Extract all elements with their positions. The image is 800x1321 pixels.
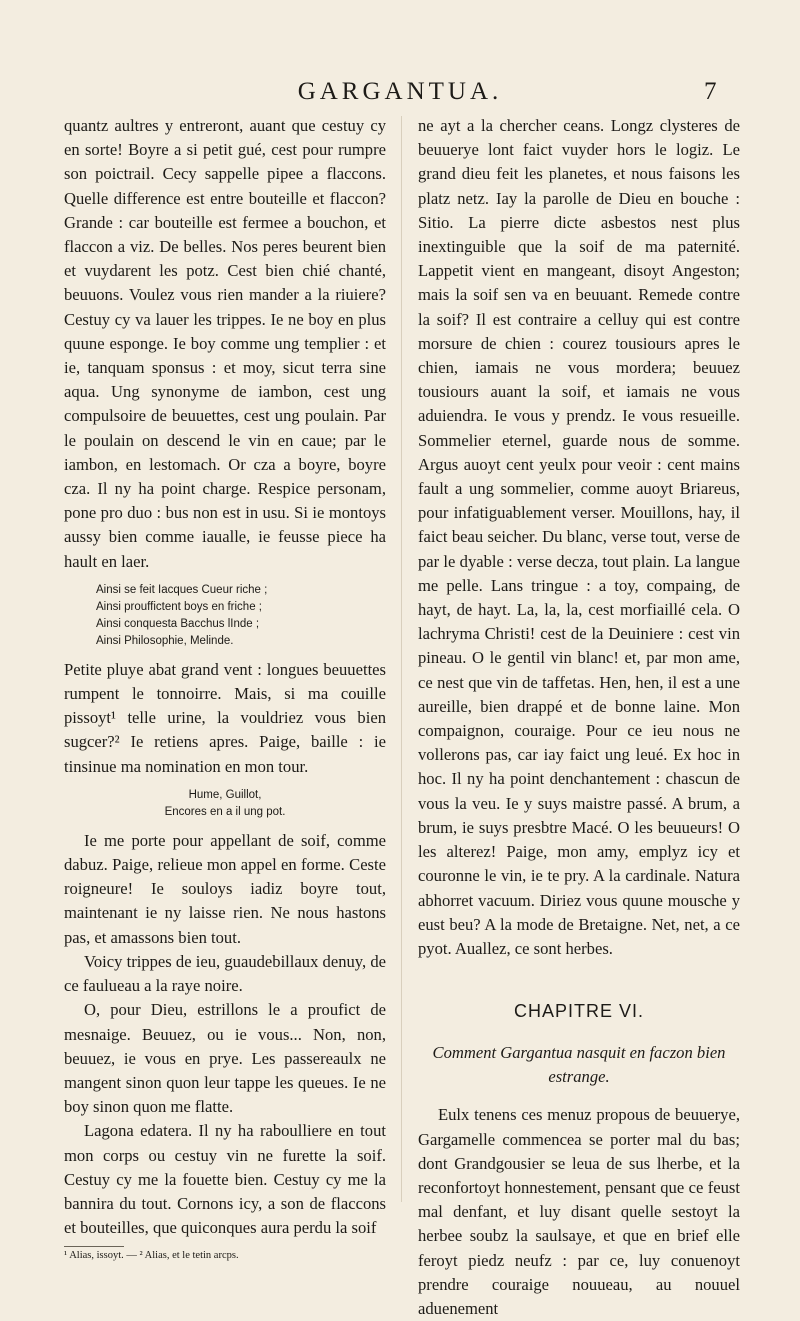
paragraph: ne ayt a la chercher ceans. Longz clysteres de beuuerye lont faict vuyder hors le logiz. Le grand dieu feit les planetes, et nous faisons les platz netz. Iay la parolle de Dieu en bouche : Sitio. La pierre dicte asbestos nest plus inextinguible que la soif de ma paternité. Lappetit vient en mangeant, disoyt Angeston; mais la soif sen va en beuuant. Remede contre la soif? Il est contraire a celluy qui est contre morsure de chien : courez tousiours apres le chien, iamais ne vous mordera; beuuez tousiours auant la soif, et iamais ne vous aduiendra. Ie vous y prendz. Ie vous resueille. Sommelier eternel, guarde nous de somme. Argus auoyt cent yeulx pour veoir : cent mains fault a ung sommelier, comme auoyt Briareus, pour infatiguablement verser. Mouillons, hay, il faict beau seicher. Du blanc, verse tout, verse de par le dyable : verse decza, tout plain. La langue me pelle. Lans tringue : a toy, compaing, de hayt, de hayt. La, la, la, cest morfiaillé cela. O lachryma Christi! cest de la Deuiniere : cest vin pineau. O le gentil vin blanc! et, par mon ame, ce nest que vin de taffetas. Hen, hen, il est a une aureille, bien drappé et de bonne laine. Mon compaignon, couraige. Pour ce ieu nous ne vollerons pas, car iay faict ung leué. Ex hoc in hoc. Il ny ha point denchantement : chascun de vous la veu. Ie y suys maistre passé. A brum, a brum, ie suys presbtre Macé. O les beuueurs! O les alterez! Paige, mon amy, emplyz icy et couronne le vin, ie te pry. A la cardinale. Natura abhorret vacuum. Diriez vous quune mousche y eust beu? A la mode de Bretaigne. Net, net, a ce pyot. Auallez, ce sont herbes. (418, 116, 740, 958)
refrain-block (64, 787, 386, 821)
footnote: ¹ Alias, issoyt. — ² Alias, et le tetin arcps. (64, 1250, 239, 1262)
left-column (64, 114, 386, 1263)
verse-line: Ainsi conquesta Bacchus lInde ; (96, 617, 260, 630)
paragraph: Ie me porte pour appellant de soif, comme dabuz. Paige, relieue mon appel en forme. Ceste roigneure! Ie souloys iadiz boyre tout, maintenant ie ny laisse rien. Ne nous hastons pas, et amassons bien tout. (64, 830, 386, 947)
footnote-rule (64, 1246, 124, 1247)
verse-line: Ainsi se feit Iacques Cueur riche ; (96, 583, 268, 596)
paragraph: Petite pluye abat grand vent : longues beuuettes rumpent le tonnoirre. Mais, si ma couille pissoyt¹ telle urine, la vouldriez vous bien sugcer?² Ie retiens apres. Paige, baille : ie tinsinue ma nomination en mon tour. (64, 659, 386, 776)
verse-line: Ainsi Philosophie, Melinde. (96, 634, 234, 647)
chapter-subtitle: Comment Gargantua nasquit en faczon bien estrange. (432, 1043, 726, 1087)
paragraph: Lagona edatera. Il ny ha raboulliere en tout mon corps ou cestuy vin ne furette la soif. Cestuy cy me la fouette bien. Cestuy cy me la bannira du tout. Cornons icy, a son de flaccons et bouteilles, que quiconques aura perdu la soif (64, 1121, 386, 1238)
paragraph: quantz aultres y entreront, auant que cestuy cy en sorte! Boyre a si petit gué, cest pour rumpre son poictrail. Cecy sappelle pipee a flaccons. Quelle difference est entre bouteille et flaccon? Grande : car bouteille est fermee a bouchon, et flaccon a viz. De belles. Nos peres beurent bien et vuydarent les potz. Cest bien chié chanté, beuuons. Voulez vous rien mander a la riuiere? Cestuy cy va lauer les trippes. Ie ne boy en plus quune esponge. Ie boy comme ung templier : et ie, tanquam sponsus : et moy, sicut terra sine aqua. Ung synonyme de iambon, cest ung compulsoire de beuuettes, cest ung poulain. Par le poulain on descend le vin en caue; par le iambon, en lestomach. Or cza a boyre, boyre cza. Il ny ha point charge. Respice personam, pone pro duo : bus non est in usu. Si ie montoys aussy bien comme iaualle, ie feusse piece ha hault en laer. (64, 116, 386, 571)
column-gutter (401, 116, 402, 1202)
verse-block (96, 582, 386, 650)
refrain-line: Encores en a il ung pot. (164, 805, 286, 818)
page-number: 7 (704, 78, 717, 105)
chapter-heading: CHAPITRE VI. (513, 1001, 645, 1022)
verse-line: Ainsi prouffictent boys en friche ; (96, 600, 262, 613)
paragraph: Voicy trippes de ieu, guaudebillaux denuy, de ce faulueau a la raye noire. (64, 951, 386, 996)
right-column (418, 114, 740, 1321)
running-title: GARGANTUA. (297, 78, 503, 105)
paragraph: O, pour Dieu, estrillons le a proufict de mesnaige. Beuuez, ou ie vous... Non, non, beuuez, ie vous en prye. Les passereaulx ne mangent sinon quon leur tappe les queues. Ie ne boy sinon quon me flatte. (64, 1000, 386, 1117)
paragraph: Eulx tenens ces menuz propous de beuuerye, Gargamelle commencea se porter mal du bas; dont Grandgousier se leua de sus lherbe, et la reconfortoyt honnestement, pensant que ce feust mal denfant, et luy disant quelle sestoyt la herbee soubz la saulsaye, et que en brief elle feroyt piedz neufz : par ce, luy conuenoyt prendre couraige nouueau, au nouuel aduenement (418, 1105, 740, 1318)
refrain-line: Hume, Guillot, (188, 788, 262, 801)
